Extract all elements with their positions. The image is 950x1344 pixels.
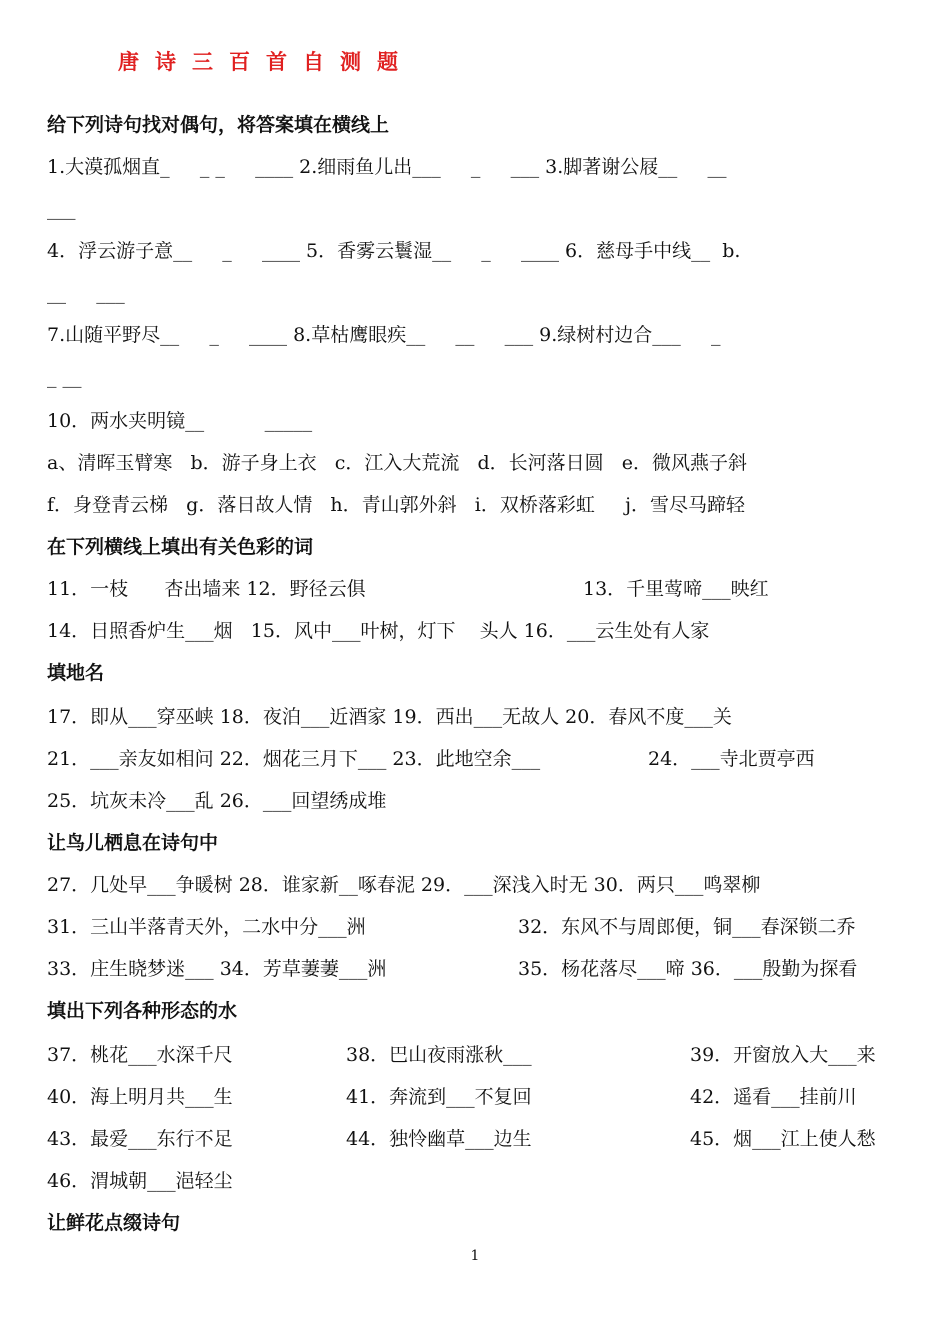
section-heading-couplets: 给下列诗句找对偶句，将答案填在横线上 (47, 114, 390, 136)
question-group: 41．奔流到___不复回 (346, 1086, 532, 1108)
question-line (47, 1042, 907, 1068)
question-group: 35．杨花落尽___啼 36．___殷勤为探看 (518, 958, 858, 980)
question-group: 13．千里莺啼___映红 (583, 578, 769, 600)
question-line: 46．渭城朝___浥轻尘 (47, 1170, 233, 1192)
question-group: 45．烟___江上使人愁 (690, 1128, 876, 1150)
answer-options: a、清晖玉臂寒 b．游子身上衣 c．江入大荒流 d．长河落日圆 e．微风燕子斜 (47, 452, 748, 474)
question-line: 14．日照香炉生___烟 15．风中___叶树，灯下 头人 16．___云生处有人家 (47, 620, 710, 642)
question-line: ___ (47, 198, 76, 220)
section-heading-colors: 在下列横线上填出有关色彩的词 (47, 536, 314, 558)
question-line (47, 746, 907, 772)
question-line (47, 1126, 907, 1152)
question-line: 17．即从___穿巫峡 18．夜泊___近酒家 19．西出___无故人 20．春风不度___关 (47, 706, 732, 728)
question-line: 25．坑灰未冷___乱 26．___回望绣成堆 (47, 790, 387, 812)
question-group: 21．___亲友如相问 22．烟花三月下___ 23．此地空余___ (47, 748, 541, 770)
question-line (47, 1084, 907, 1110)
page-number: 1 (470, 1248, 480, 1264)
question-group: 42．遥看___挂前川 (690, 1086, 857, 1108)
question-group: 43．最爱___东行不足 (47, 1128, 233, 1150)
question-line: 1.大漠孤烟直_ _ _ ____ 2.细雨鱼儿出___ _ ___ 3.脚著谢公屐__ __ (47, 156, 727, 178)
question-line: 27．几处早___争暖树 28．谁家新__啄春泥 29．___深浅入时无 30．两只___鸣翠柳 (47, 874, 761, 896)
question-line (47, 576, 907, 602)
question-group: 38．巴山夜雨涨秋___ (346, 1044, 532, 1066)
question-group: 31．三山半落青天外，二水中分___洲 (47, 916, 366, 938)
question-group: 40．海上明月共___生 (47, 1086, 233, 1108)
question-line (47, 914, 907, 940)
page-title: 唐诗三百首自测题 (118, 50, 414, 74)
section-heading-water: 填出下列各种形态的水 (47, 1000, 238, 1022)
question-group: 33．庄生晓梦迷___ 34．芳草萋萋___洲 (47, 958, 387, 980)
question-group: 11．一枝 杏出墙来 12．野径云俱 (47, 578, 366, 600)
question-line: 10．两水夹明镜__ _____ (47, 410, 313, 432)
question-group: 37．桃花___水深千尺 (47, 1044, 233, 1066)
question-line: _ __ (47, 366, 82, 388)
question-group: 39．开窗放入大___来 (690, 1044, 876, 1066)
question-group: 24．___寺北贾亭西 (648, 748, 815, 770)
answer-options: f．身登青云梯 g．落日故人情 h．青山郭外斜 i．双桥落彩虹 j．雪尽马蹄轻 (47, 494, 745, 516)
question-line: __ ___ (47, 282, 125, 304)
section-heading-birds: 让鸟儿栖息在诗句中 (47, 832, 219, 854)
question-group: 44．独怜幽草___边生 (346, 1128, 532, 1150)
question-group: 32．东风不与周郎便，铜___春深锁二乔 (518, 916, 856, 938)
question-line: 7.山随平野尽__ _ ____ 8.草枯鹰眼疾__ __ ___ 9.绿树村边合___ _ (47, 324, 721, 346)
section-heading-flowers: 让鲜花点缀诗句 (47, 1212, 181, 1234)
question-line (47, 956, 907, 982)
section-heading-places: 填地名 (47, 662, 105, 684)
question-line: 4．浮云游子意__ _ ____ 5．香雾云鬟湿__ _ ____ 6．慈母手中线__ b. (47, 240, 741, 262)
